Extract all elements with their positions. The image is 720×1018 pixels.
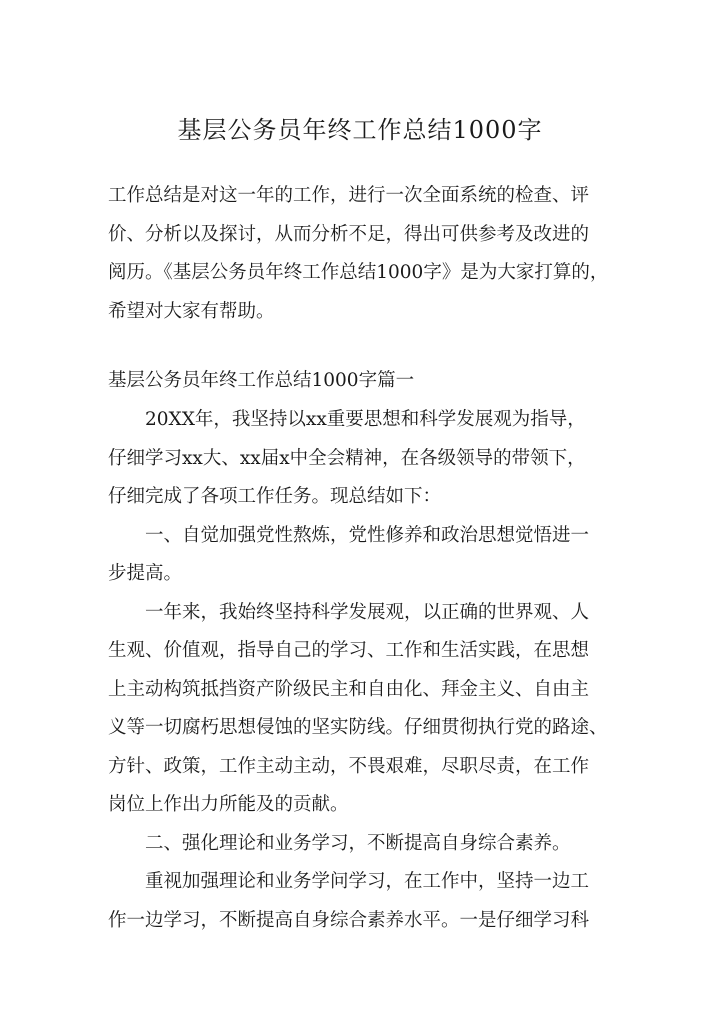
intro-paragraph bbox=[108, 177, 613, 331]
section-heading: 基层公务员年终工作总结1000字篇一 bbox=[108, 370, 415, 391]
body-line: 方针、政策，工作主动主动，不畏艰难，尽职尽责，在工作 bbox=[108, 755, 590, 777]
intro-line: 工作总结是对这一年的工作，进行一次全面系统的检查、评 bbox=[108, 185, 590, 206]
body-line: 作一边学习，不断提高自身综合素养水平。一是仔细学习科 bbox=[108, 909, 590, 931]
body-line: 步提高。 bbox=[108, 563, 183, 584]
body-line: 义等一切腐朽思想侵蚀的坚实防线。仔细贯彻执行党的路途、 bbox=[108, 717, 608, 738]
document-title: 基层公务员年终工作总结1000字 bbox=[177, 116, 543, 144]
body-line: 上主动构筑抵挡资产阶级民主和自由化、拜金主义、自由主 bbox=[108, 678, 590, 700]
body-line: 仔细学习xx大、xx届x中全会精神，在各级领导的带领下， bbox=[108, 447, 586, 469]
body-text bbox=[108, 401, 613, 940]
body-line: 20XX年，我坚持以xx重要思想和科学发展观为指导， bbox=[145, 409, 586, 430]
intro-line: 阅历。《基层公务员年终工作总结1000字》是为大家打算的， bbox=[108, 262, 609, 283]
intro-line: 希望对大家有帮助。 bbox=[108, 300, 275, 322]
body-line: 岗位上作出力所能及的贡献。 bbox=[108, 794, 349, 815]
body-line: 重视加强理论和业务学问学习，在工作中，坚持一边工 bbox=[145, 871, 590, 892]
body-line: 二、强化理论和业务学习，不断提高自身综合素养。 bbox=[145, 832, 571, 854]
body-line: 一、自觉加强党性熬炼，党性修养和政治思想觉悟进一 bbox=[145, 524, 590, 546]
body-line: 生观、价值观，指导自己的学习、工作和生活实践，在思想 bbox=[108, 640, 590, 661]
body-line: 一年来，我始终坚持科学发展观，以正确的世界观、人 bbox=[145, 601, 590, 623]
intro-line: 价、分析以及探讨，从而分析不足，得出可供参考及改进的 bbox=[108, 223, 590, 245]
body-line: 仔细完成了各项工作任务。现总结如下： bbox=[108, 486, 442, 507]
